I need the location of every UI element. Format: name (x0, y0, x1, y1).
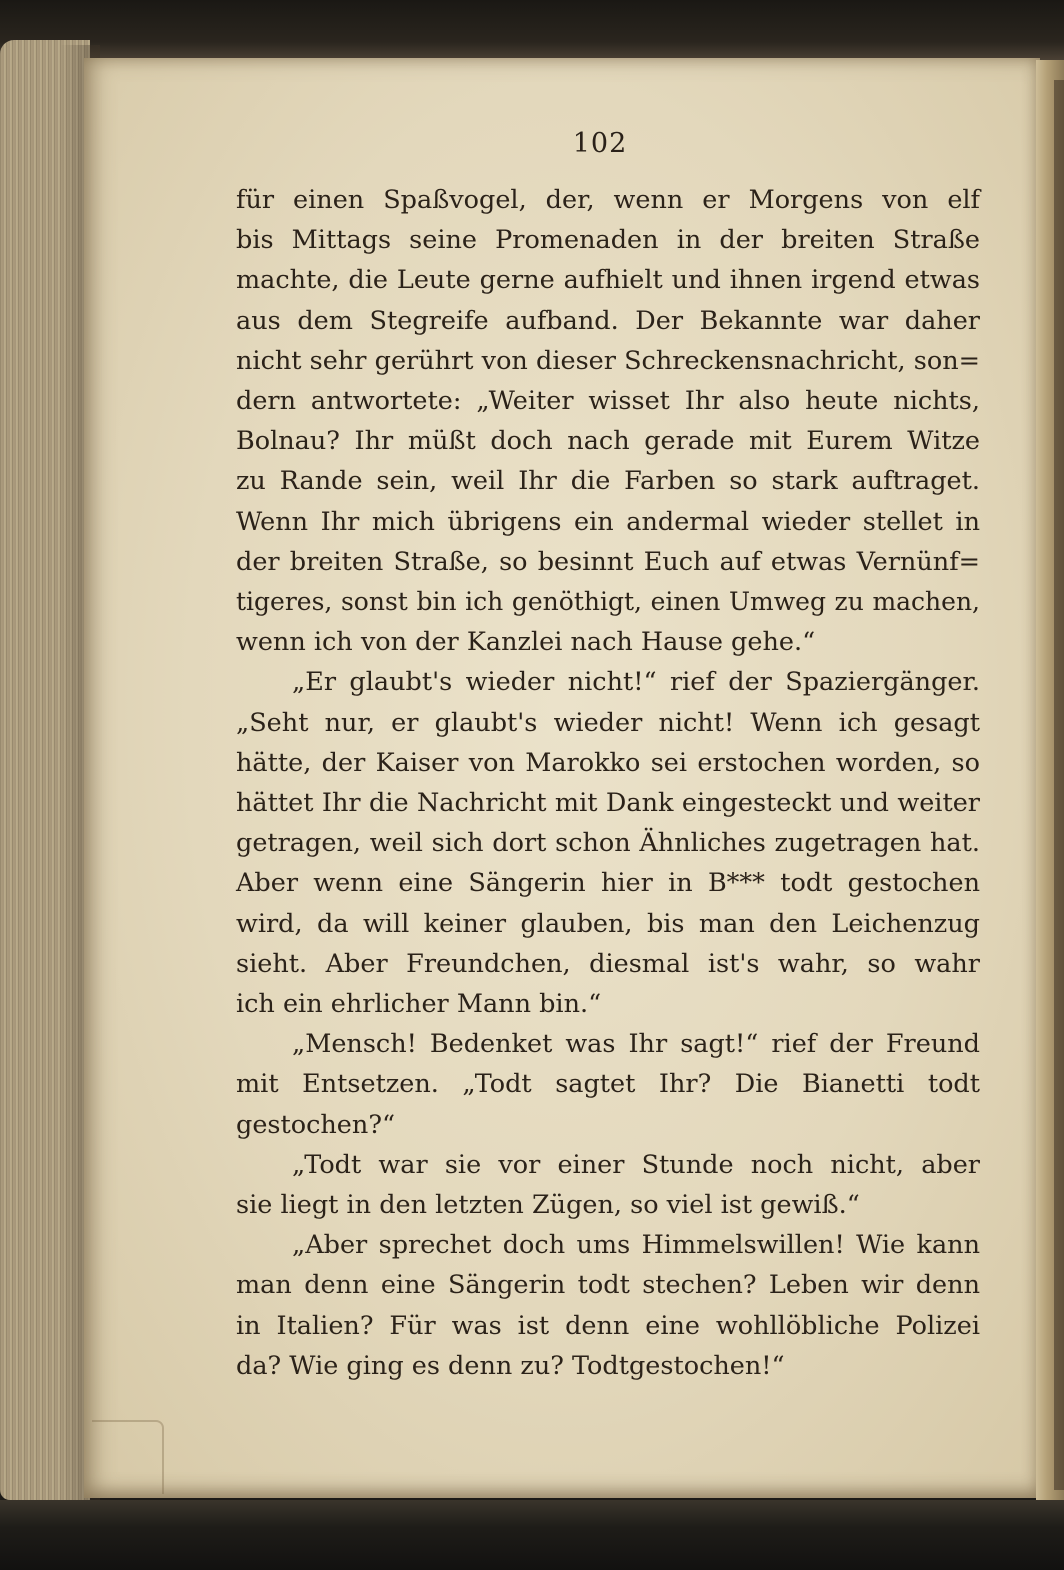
text-line: in Italien? Für was ist denn eine wohllöbliche Polizei (236, 1310, 980, 1341)
text-line: Aber wenn eine Sängerin hier in B*** todt gestochen (236, 868, 980, 899)
text-line: sieht. Aber Freundchen, diesmal ist's wahr, so wahr (236, 948, 980, 979)
text-line: gestochen?“ (236, 1109, 396, 1140)
text-line: tigeres, sonst bin ich genöthigt, einen Umweg zu machen, (236, 587, 980, 617)
body-text (236, 180, 980, 1386)
text-line: dern antwortete: „Weiter wisset Ihr also heute nichts, (236, 386, 980, 417)
text-line: aus dem Stegreife aufband. Der Bekannte war daher (236, 305, 980, 336)
text-line: Wenn Ihr mich übrigens ein andermal wieder stellet in (236, 506, 980, 537)
text-line: mit Entsetzen. „Todt sagtet Ihr? Die Bianetti todt (236, 1069, 980, 1100)
text-line: da? Wie ging es denn zu? Todtgestochen!“ (236, 1350, 785, 1381)
text-line: man denn eine Sängerin todt stechen? Leben wir denn (236, 1270, 980, 1301)
text-line: wenn ich von der Kanzlei nach Hause gehe.“ (236, 627, 816, 658)
text-line: hättet Ihr die Nachricht mit Dank eingesteckt und weiter (236, 788, 980, 819)
text-line: „Er glaubt's wieder nicht!“ rief der Spaziergänger. (292, 667, 980, 698)
scan-background-top (0, 0, 1064, 60)
text-line: Bolnau? Ihr müßt doch nach gerade mit Eurem Witze (236, 426, 980, 457)
text-line: ich ein ehrlicher Mann bin.“ (236, 989, 602, 1020)
text-line: der breiten Straße, so besinnt Euch auf etwas Vernünf= (236, 546, 980, 577)
text-line: zu Rande sein, weil Ihr die Farben so stark auftraget. (236, 466, 980, 497)
text-line: wird, da will keiner glauben, bis man den Leichenzug (236, 908, 980, 939)
folded-corner (92, 1420, 164, 1494)
text-line: „Seht nur, er glaubt's wieder nicht! Wenn ich gesagt (236, 707, 980, 738)
text-line: „Mensch! Bedenket was Ihr sagt!“ rief der Freund (292, 1029, 980, 1060)
text-line: getragen, weil sich dort schon Ähnliches zugetragen hat. (236, 828, 980, 859)
text-line: „Aber sprechet doch ums Himmelswillen! Wie kann (292, 1230, 980, 1261)
text-line: hätte, der Kaiser von Marokko sei erstochen worden, so (236, 747, 980, 778)
text-line: sie liegt in den letzten Zügen, so viel ist gewiß.“ (236, 1190, 860, 1221)
scan-background-bottom (0, 1500, 1064, 1570)
text-line: „Todt war sie vor einer Stunde noch nicht, aber (292, 1149, 980, 1180)
text-line: machte, die Leute gerne aufhielt und ihnen irgend etwas (236, 265, 980, 296)
text-line: für einen Spaßvogel, der, wenn er Morgens von elf (236, 185, 980, 215)
binding-strip (1054, 80, 1064, 1490)
page-number: 102 (572, 128, 628, 159)
text-line: bis Mittags seine Promenaden in der breiten Straße (236, 225, 980, 256)
text-line: nicht sehr gerührt von dieser Schreckensnachricht, son= (236, 345, 980, 376)
